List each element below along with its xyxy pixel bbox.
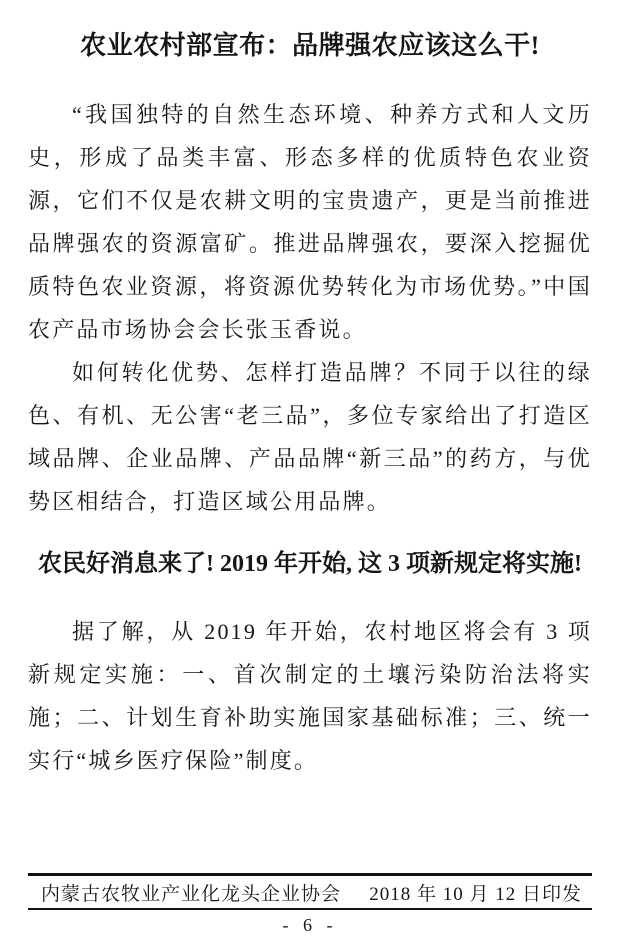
article2-title: 农民好消息来了! 2019 年开始, 这 3 项新规定将实施! <box>38 551 582 577</box>
footer-issue-line <box>28 876 592 908</box>
footer-bottom-rule <box>28 908 592 910</box>
footer-date: 2018 年 10 月 12 日印发 <box>369 883 582 905</box>
article1-paragraph-2: 如何转化优势、怎样打造品牌？不同于以往的绿色、有机、无公害“老三品”，多位专家给出了打造区域品牌、企业品牌、产品品牌“新三品”的药方，与优势区相结合，打造区域公用品牌。 <box>28 360 592 514</box>
article1-title: 农业农村部宣布：品牌强农应该这么干! <box>80 31 540 60</box>
page-number: - 6 - <box>282 915 338 935</box>
page-footer <box>28 873 592 936</box>
footer-issuer: 内蒙古农牧业产业化龙头企业协会 <box>41 883 342 905</box>
article1-paragraph-1: “我国独特的自然生态环境、种养方式和人文历史，形成了品类丰富、形态多样的优质特色农业资源，它们不仅是农耕文明的宝贵遗产，更是当前推进品牌强农的资源富矿。推进品牌强农，要深入挖掘优质特色农业资源，将资源优势转化为市场优势。”中国农产品市场协会会长张玉香说。 <box>28 102 592 342</box>
article2-paragraph-1: 据了解，从 2019 年开始，农村地区将会有 3 项新规定实施：一、首次制定的土壤污染防治法将实施；二、计划生育补助实施国家基础标准；三、统一实行“城乡医疗保险”制度。 <box>28 619 592 773</box>
